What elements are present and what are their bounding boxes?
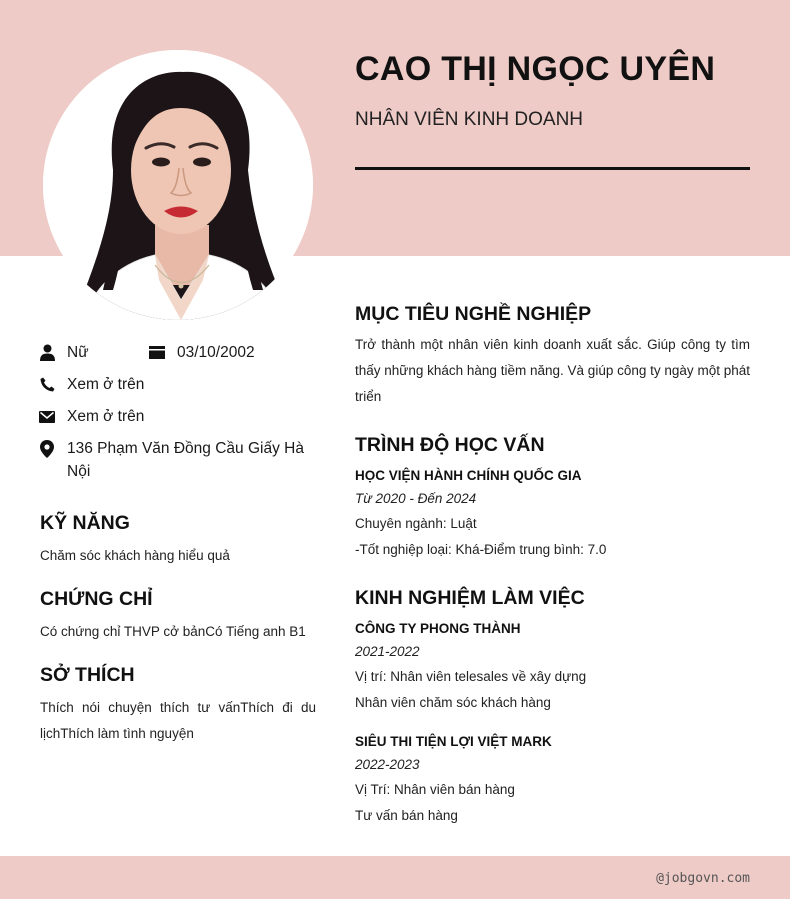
phone-icon: [38, 373, 56, 396]
experience-period: 2021-2022: [355, 644, 420, 659]
mail-icon: [38, 405, 56, 428]
education-period: Từ 2020 - Đến 2024: [355, 491, 477, 506]
experience-period: 2022-2023: [355, 757, 420, 772]
experience-company: CÔNG TY PHONG THÀNH: [355, 621, 521, 636]
experience-heading: KINH NGHIỆM LÀM VIỆC: [355, 587, 585, 609]
education-grade: -Tốt nghiệp loại: Khá-Điểm trung bình: 7.0: [355, 542, 607, 557]
profile-photo: [43, 50, 313, 320]
job-title: NHÂN VIÊN KINH DOANH: [355, 109, 584, 130]
birthday-value: 03/10/2002: [177, 344, 255, 361]
objective-heading: MỤC TIÊU NGHỀ NGHIỆP: [355, 303, 592, 325]
experience-position: Vị trí: Nhân viên telesales về xây dựng: [355, 669, 587, 684]
watermark-text: @jobgovn.com: [656, 871, 750, 886]
location-pin-icon: [38, 437, 56, 460]
address-value: 136 Phạm Văn Đồng Cầu Giấy Hà Nội: [67, 440, 304, 480]
address-row: [38, 437, 318, 483]
experience-company: SIÊU THI TIỆN LỢI VIỆT MARK: [355, 734, 552, 749]
calendar-icon: [148, 341, 166, 364]
title-divider: [355, 167, 750, 170]
gender-row: [38, 341, 89, 364]
person-icon: [38, 341, 56, 364]
footer-band: [0, 856, 790, 899]
experience-duty: Nhân viên chăm sóc khách hàng: [355, 695, 551, 710]
skills-text: Chăm sóc khách hàng hiểu quả: [40, 548, 230, 563]
phone-row: [38, 373, 144, 396]
experience-position: Vị Trí: Nhân viên bán hàng: [355, 782, 515, 797]
certificates-text: Có chứng chỉ THVP cở bảnCó Tiếng anh B1: [40, 624, 306, 639]
hobbies-heading: SỞ THÍCH: [40, 664, 135, 686]
gender-value: Nữ: [67, 344, 89, 361]
experience-duty: Tư vấn bán hàng: [355, 808, 458, 823]
certificates-heading: CHỨNG CHỈ: [40, 588, 153, 610]
phone-value: Xem ở trên: [67, 376, 145, 393]
skills-heading: KỸ NĂNG: [40, 512, 130, 534]
education-major: Chuyên ngành: Luật: [355, 516, 477, 531]
hobbies-text: Thích nói chuyện thích tư vấnThích đi du lịchThích làm tình nguyện: [40, 700, 316, 741]
email-value: Xem ở trên: [67, 408, 145, 425]
education-school: HỌC VIỆN HÀNH CHÍNH QUỐC GIA: [355, 468, 582, 483]
education-heading: TRÌNH ĐỘ HỌC VẤN: [355, 434, 545, 456]
birthday-row: [148, 341, 255, 364]
email-row: [38, 405, 144, 428]
candidate-name: CAO THỊ NGỌC UYÊN: [355, 50, 716, 88]
objective-text: Trở thành một nhân viên kinh doanh xuất sắc. Giúp công ty tìm thấy những khách hàng tiềm năng. Và giúp công ty ngày một phát triển: [355, 337, 750, 404]
portrait-illustration: [43, 50, 313, 320]
